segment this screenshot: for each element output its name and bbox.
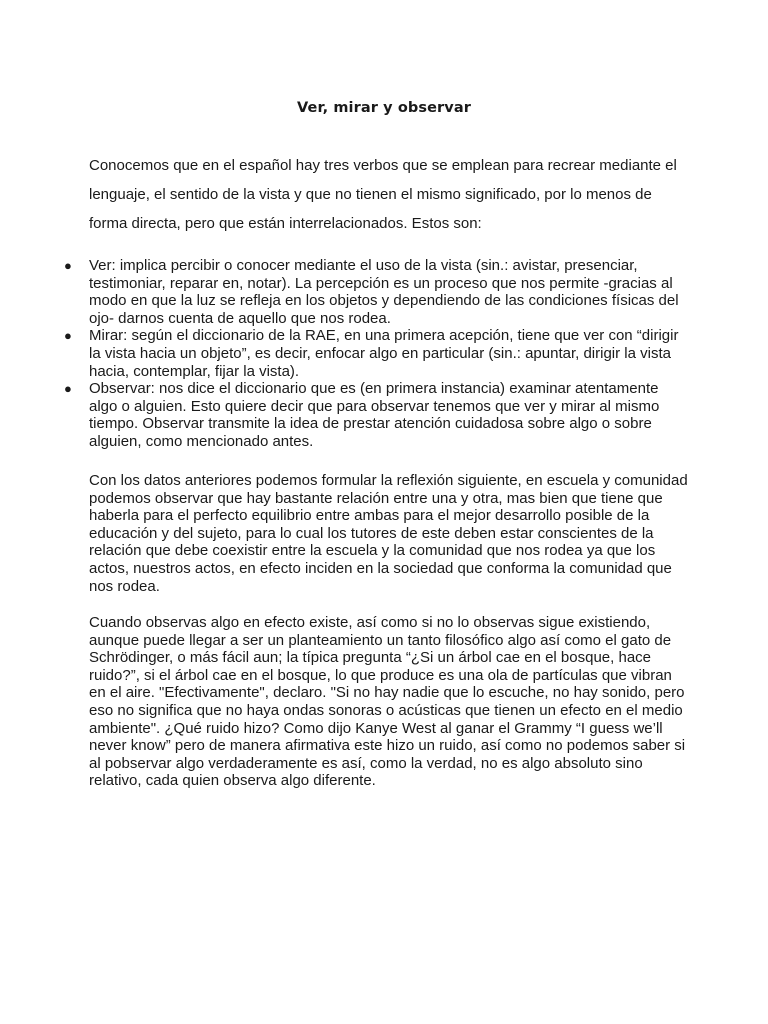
bullet-dot-icon: ● [64, 381, 72, 397]
intro-paragraph: Conocemos que en el español hay tres verbos que se emplean para recrear mediante el lenguaje, el sentido de la vista y que no tienen el mismo significado, por lo menos de forma directa, pero que están interrelacionados. Estos son: [89, 157, 677, 232]
bullet-dot-icon: ● [64, 328, 72, 344]
bullet-item-observar [64, 380, 689, 450]
document-title: Ver, mirar y observar [297, 100, 471, 116]
bullet-text: Ver: implica percibir o conocer mediante el uso de la vista (sin.: avistar, presenciar, testimoniar, reparar en, notar). La percepción es un proceso que nos permite -gracias al modo en que la luz se refleja en los objetos y dependiendo de las condiciones físicas del ojo- darnos cuenta de aquello que nos rodea. [89, 257, 679, 327]
bullet-list [64, 257, 689, 451]
body-paragraph-reflexion: Con los datos anteriores podemos formular la reflexión siguiente, en escuela y comunidad podemos observar que hay bastante relación entre una y otra, mas bien que tiene que haberla para el perfecto equilibrio entre ambas para el mejor desarrollo posible de la educación y del sujeto, para lo cual los tutores de este deben estar conscientes de la relación que debe coexistir entre la escuela y la comunidad que nos rodea ya que los actos, nuestros actos, en efecto inciden en la sociedad que conforma la comunidad que nos rodea. [89, 472, 688, 595]
body-paragraph-observas: Cuando observas algo en efecto existe, así como si no lo observas sigue existiendo, aunque puede llegar a ser un planteamiento un tanto filosófico algo así como el gato de Schrödinger, o más fácil aun; la típica pregunta “¿Si un árbol cae en el bosque, hace ruido?”, si el árbol cae en el bosque, lo que produce es una ola de partículas que vibran en el aire. "Efectivamente", declaro. "Si no hay nadie que lo escuche, no hay sonido, pero eso no significa que no haya ondas sonoras o acústicas que tienen un efecto en el medio ambiente". ¿Qué ruido hizo? Como dijo Kanye West al ganar el Grammy “I guess we’ll never know” pero de manera afirmativa este hizo un ruido, así como no podemos saber si al pobservar algo verdaderamente es así, como la verdad, no es algo absoluto sino relativo, cada quien observa algo diferente. [89, 614, 686, 790]
bullet-text: Observar: nos dice el diccionario que es (en primera instancia) examinar atentamente algo o alguien. Esto quiere decir que para observar tenemos que ver y mirar al mismo tiempo. Observar transmite la idea de prestar atención cuidadosa sobre algo o sobre alguien, como mencionado antes. [89, 380, 660, 450]
bullet-item-ver [64, 257, 689, 327]
bullet-text: Mirar: según el diccionario de la RAE, en una primera acepción, tiene que ver con “dirigir la vista hacia un objeto”, es decir, enfocar algo en particular (sin.: apuntar, dirigir la vista hacia, contemplar, fijar la vista). [89, 327, 679, 380]
bullet-dot-icon: ● [64, 258, 72, 273]
bullet-item-mirar [64, 327, 689, 380]
